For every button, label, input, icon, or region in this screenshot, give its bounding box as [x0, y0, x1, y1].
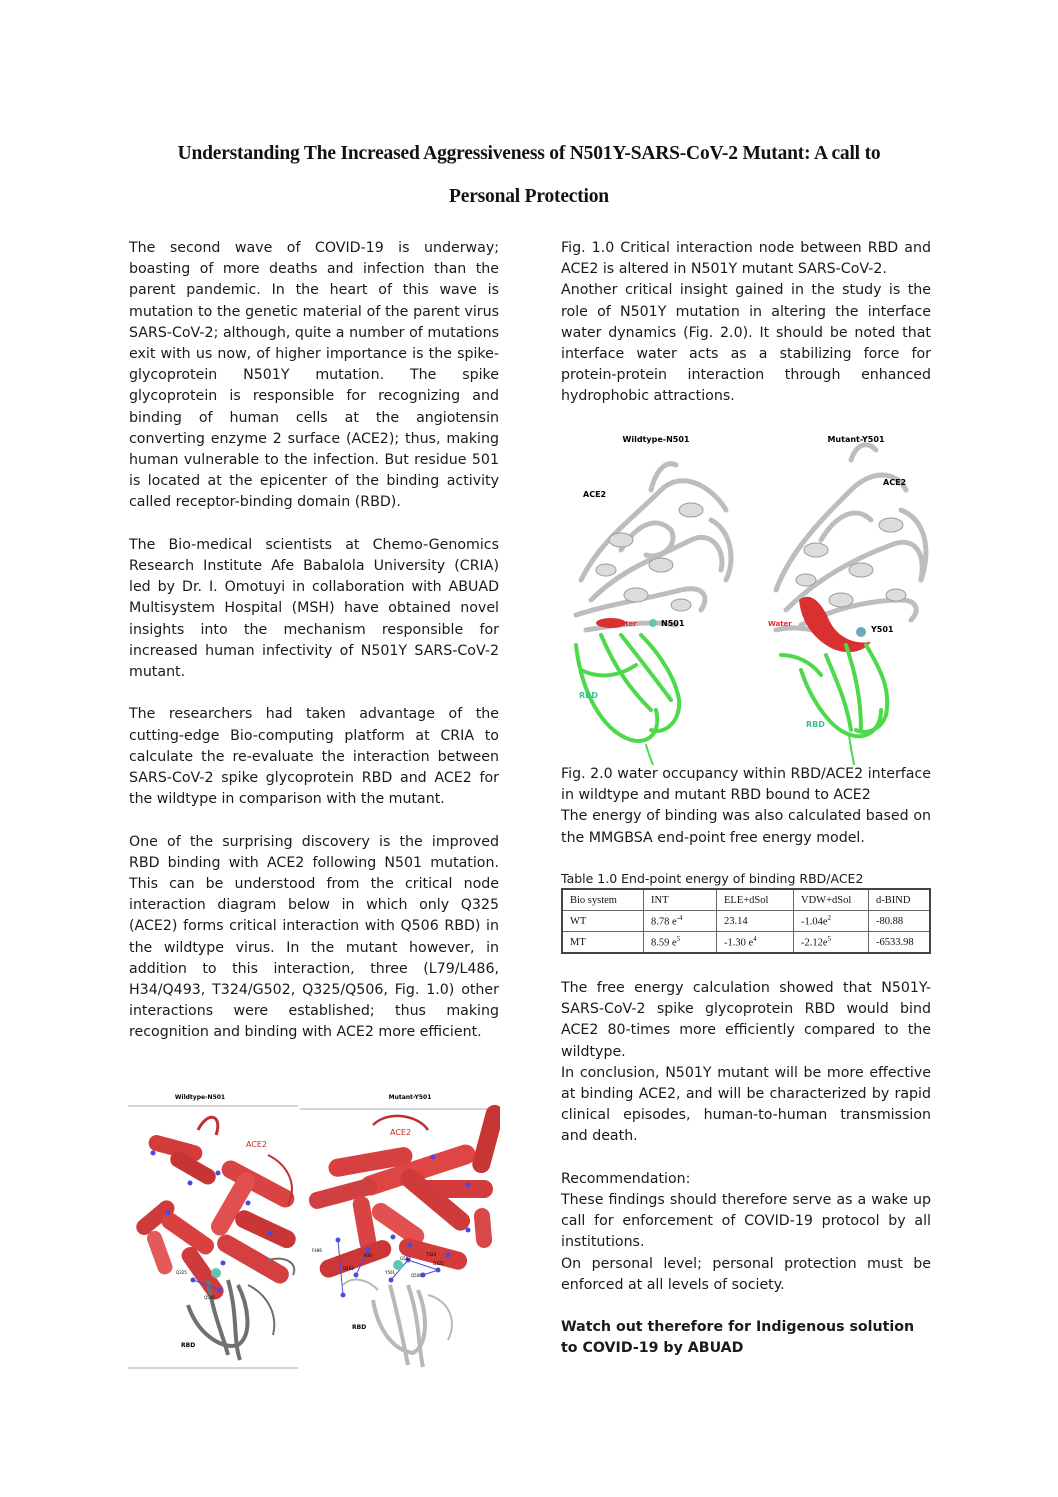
fig1-right-q325-label: Q325: [433, 1261, 444, 1266]
table-cell: -6533.98: [869, 932, 931, 954]
fig2-left-ace2-label: ACE2: [583, 490, 607, 499]
fig1-left-n501-residue: [211, 1268, 221, 1278]
fig1-caption: Fig. 1.0 Critical interaction node between RBD and ACE2 is altered in N501Y mutant SARS-CoV-2.: [561, 240, 931, 278]
fig2-left-title: Wildtype-N501: [622, 435, 690, 444]
fig2-left-ace2-structure: [576, 464, 731, 630]
fig2-left-rbd-structure: [576, 635, 679, 765]
table-cell: MT: [562, 932, 644, 954]
fig1-right-h34-label: H34: [364, 1253, 373, 1258]
energy-table: [561, 888, 931, 954]
table-header-cell: VDW+dSol: [794, 889, 869, 911]
table-cell: WT: [562, 911, 644, 932]
fig1-right-y501-label: Y501: [385, 1270, 396, 1275]
table-caption: Table 1.0 End-point energy of binding RBD/ACE2: [561, 871, 864, 886]
fig1-right-q493-label: Q493: [343, 1266, 354, 1271]
fig1-right-q506-label: Q506: [411, 1273, 422, 1278]
fig1-left-q325-label: Q325: [176, 1270, 187, 1275]
fig2-left-n501-residue: [649, 619, 657, 627]
table-header-cell: Bio system: [562, 889, 644, 911]
fig2-right-water-label: Water: [768, 620, 792, 628]
fig2-right-y501-residue: [856, 627, 866, 637]
left-column: [129, 238, 499, 1044]
conclusion-block: [561, 978, 931, 1360]
table-header-cell: ELE+dSol: [717, 889, 794, 911]
fig2-right-ace2-label: ACE2: [883, 478, 907, 487]
fig1-left-title: Wildtype-N501: [174, 1094, 226, 1101]
figure-2-water-occupancy: [561, 430, 936, 765]
table-cell: 8.59 $e^5$: [644, 932, 717, 954]
paragraph-water-dynamics: Another critical insight gained in the study is the role of N501Y mutation in altering the interface water dynamics (Fig. 2.0). It should be noted that interface water acts as a stabilizing force for protein-protein interaction through enhanced hydrophobic attractions.: [561, 282, 931, 405]
paragraph-free-energy: The free energy calculation showed that N501Y-SARS-CoV-2 spike glycoprotein RBD would bind ACE2 80-times more efficiently compared to the wildtype.: [561, 980, 931, 1060]
fig1-left-ace2-label: ACE2: [246, 1140, 268, 1149]
fig2-right-ace2-structure: [776, 445, 926, 635]
table-cell: 8.78 $e^{-4}$: [644, 911, 717, 932]
fig2-right-y501-label: Y501: [871, 625, 894, 634]
table-cell: -80.88: [869, 911, 931, 932]
paragraph-method: The researchers had taken advantage of the cutting-edge Bio-computing platform at CRIA to calculate the re-evaluate the interaction between SARS-CoV-2 spike glycoprotein RBD and ACE2 for the wildtype in comparison with the mutant.: [129, 706, 499, 808]
table-row: [562, 911, 930, 932]
fig2-left-n501-label: N501: [661, 619, 685, 628]
fig1-right-g502-label: G502: [400, 1256, 411, 1261]
table-header-row: [562, 889, 930, 911]
paragraph-researchers: The Bio-medical scientists at Chemo-Genomics Research Institute Afe Babalola University (CRIA) led by Dr. I. Omotuyi in collaboration with ABUAD Multisystem Hospital (MSH) have obtained novel insights into the mechanism responsible for increased human infectivity of N501Y SARS-CoV-2 mutant.: [129, 536, 499, 681]
fig1-right-f486-label: F486: [312, 1248, 322, 1253]
recommendation-2: On personal level; personal protection must be enforced at all levels of society.: [561, 1255, 931, 1293]
fig1-right-ace2-label: ACE2: [390, 1128, 412, 1137]
table-cell: -1.30 $e^4$: [717, 932, 794, 954]
paragraph-discovery: One of the surprising discovery is the improved RBD binding with ACE2 following N501 mutation. This can be understood from the critical node interaction diagram below in which only Q325 (ACE2) forms critical interaction with Q506 RBD) in the wildtype virus. In the mutant however, in addition to this interaction, three (L79/L486, H34/Q493, T324/G502, Q325/Q506, Fig. 1.0) other interactions were established; thus making recognition and binding with ACE2 more efficient.: [129, 833, 499, 1041]
table-cell: 23.14: [717, 911, 794, 932]
closing-statement: Watch out therefore for Indigenous solution to COVID-19 by ABUAD: [561, 1319, 915, 1357]
table-cell: $-1.04e^2$: [794, 911, 869, 932]
fig1-left-rbd-label: RBD: [181, 1342, 196, 1349]
paragraph-intro: The second wave of COVID-19 is underway; boasting of more deaths and infection than the parent pandemic. In the heart of this wave is mutation to the genetic material of the parent virus SARS-CoV-2; although, quite a number of mutations exit with us now, of higher importance is the spike-glycoprotein N501Y mutation. The spike glycoprotein is responsible for recognizing and binding of human cells at the angiotensin converting enzyme 2 surface (ACE2); thus, making human vulnerable to the infection. But residue 501 is located at the epicenter of the binding activity called receptor-binding domain (RBD).: [129, 240, 499, 511]
fig2-left-rbd-label: RBD: [579, 691, 598, 700]
fig2-left-water-label: Water: [613, 620, 637, 628]
table-row: [562, 932, 930, 954]
fig1-right-title: Mutant-Y501: [388, 1094, 432, 1101]
fig2-right-rbd-structure: [781, 645, 887, 765]
fig1-right-rbd-label: RBD: [352, 1324, 367, 1331]
fig1-right-y501-residue: [393, 1260, 403, 1270]
recommendation-heading: Recommendation:: [561, 1170, 691, 1187]
paragraph-conclusion: In conclusion, N501Y mutant will be more effective at binding ACE2, and will be characterized by rapid clinical episodes, human-to-human transmission and death.: [561, 1064, 931, 1145]
fig2-caption-block: [561, 764, 931, 849]
fig2-right-title: Mutant-Y501: [827, 435, 885, 444]
paragraph-energy-model: The energy of binding was also calculated based on the MMGBSA end-point free energy model.: [561, 808, 931, 846]
fig1-right-t324-label: T324: [426, 1252, 437, 1257]
article-title-line-1: Understanding The Increased Aggressiveness of N501Y-SARS-CoV-2 Mutant: A call to: [177, 143, 881, 164]
table-header-cell: INT: [644, 889, 717, 911]
right-column-top: [561, 238, 931, 408]
figure-1-interaction-diagram: [128, 1085, 500, 1370]
fig2-caption: Fig. 2.0 water occupancy within RBD/ACE2 interface in wildtype and mutant RBD bound to ACE2: [561, 766, 931, 804]
fig2-right-rbd-label: RBD: [806, 720, 825, 729]
table-header-cell: d-BIND: [869, 889, 931, 911]
fig1-left-q506-label: Q506: [204, 1295, 215, 1300]
article-title-line-2: Personal Protection: [449, 186, 609, 207]
table-cell: $-2.12e^5$: [794, 932, 869, 954]
recommendation-1: These findings should therefore serve as a wake up call for enforcement of COVID-19 protocol by all institutions.: [561, 1192, 931, 1251]
